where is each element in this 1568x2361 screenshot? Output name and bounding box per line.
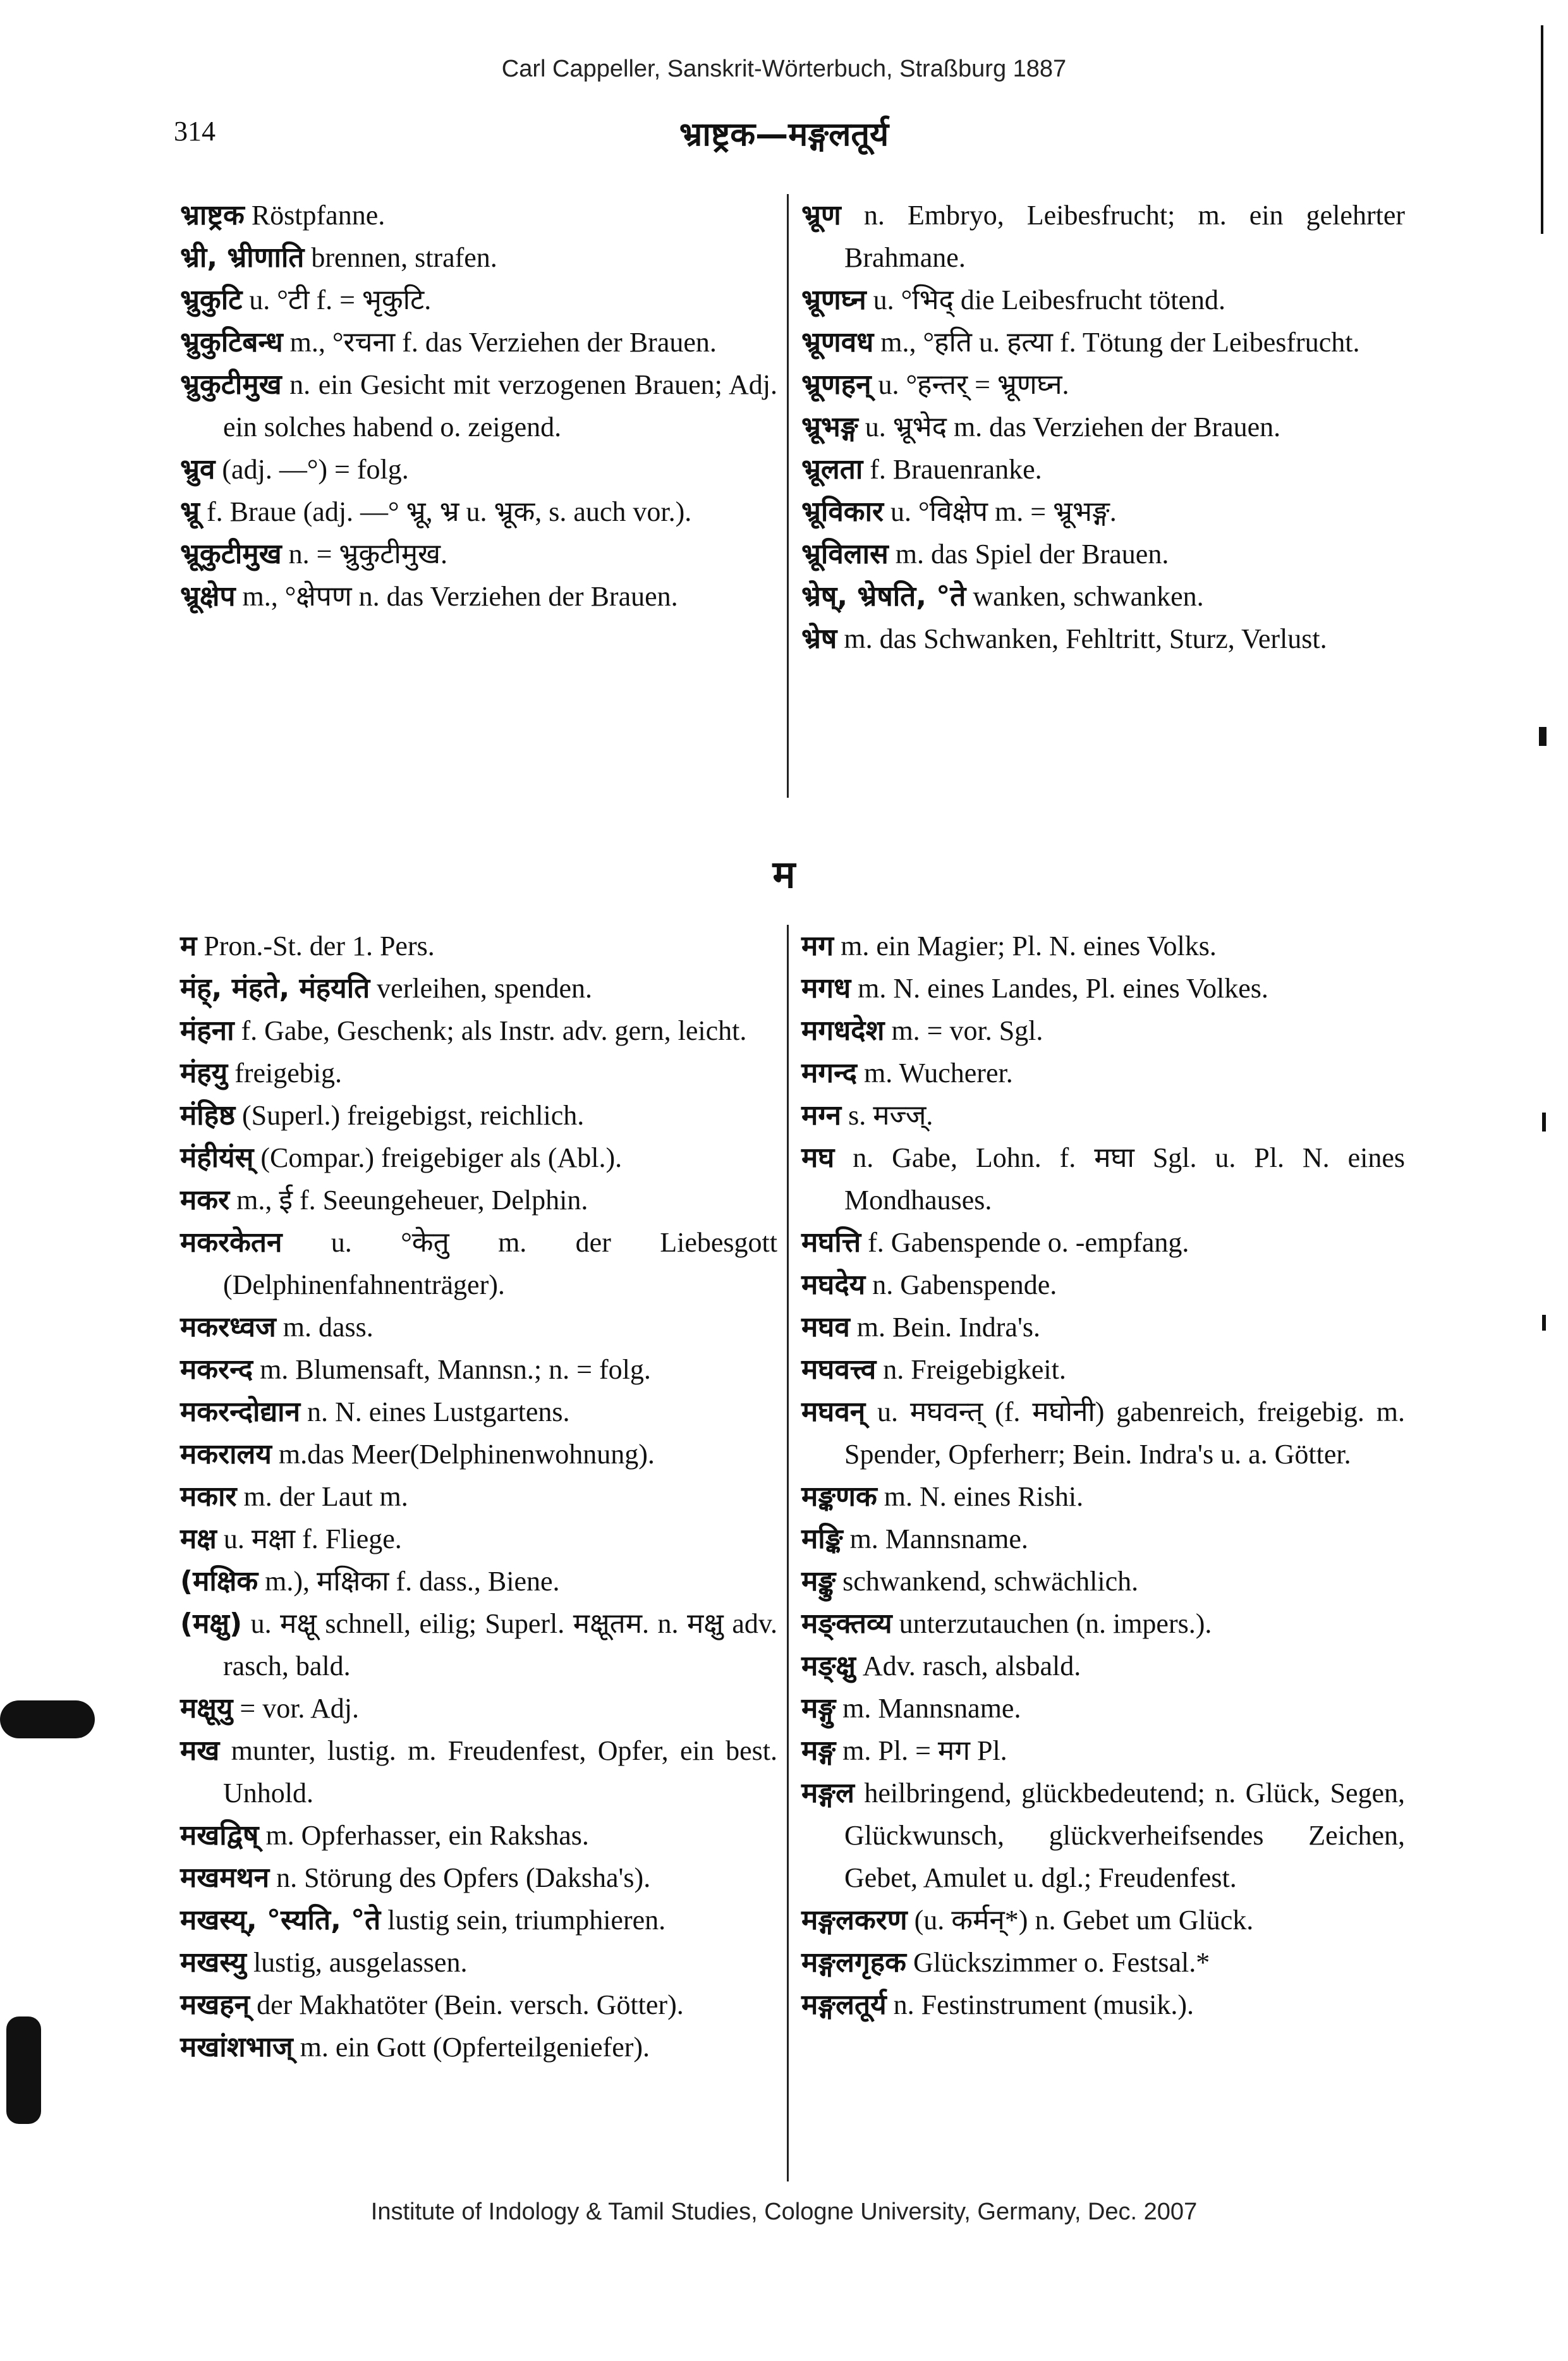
- entry-definition: m. Blumensaft, Mannsn.; n. = folg.: [253, 1354, 651, 1385]
- entry-definition: n. Freigebigkeit.: [876, 1354, 1066, 1385]
- entry-definition: m. Opferhasser, ein Rakshas.: [258, 1820, 589, 1851]
- dictionary-entry: [180, 1348, 777, 1391]
- dictionary-entry: [801, 1306, 1405, 1348]
- dictionary-entry: [801, 1391, 1405, 1475]
- entry-headword: मङ्गलकरण: [801, 1904, 908, 1936]
- column-divider-top: [787, 194, 789, 798]
- entry-headword: मकार: [180, 1480, 237, 1513]
- entry-definition: m. dass.: [276, 1312, 374, 1343]
- dictionary-entry: [180, 491, 777, 533]
- entry-headword: मकरध्वज: [180, 1311, 276, 1343]
- entry-definition: m., ई f. Seeungeheuer, Delphin.: [229, 1185, 588, 1216]
- entry-definition: n. ein Gesicht mit verzogenen Brauen; Adj. ein solches habend o. zeigend.: [223, 369, 777, 442]
- entry-definition: der Makhatöter (Bein. versch. Götter).: [250, 1989, 684, 2020]
- dictionary-entry: [801, 1560, 1405, 1602]
- entry-headword: मकरकेतन: [180, 1226, 283, 1259]
- dictionary-entry: [180, 321, 777, 363]
- entry-headword: (मक्षु): [180, 1608, 243, 1640]
- entry-headword: भ्रुकुटीमुख: [180, 369, 282, 401]
- entry-headword: भ्रूण: [801, 199, 841, 231]
- entry-definition: s. मज्ज्.: [841, 1100, 933, 1131]
- dictionary-entry: [801, 1645, 1405, 1687]
- section-heading-letter: म: [772, 853, 796, 897]
- entry-headword: मघदेय: [801, 1269, 866, 1301]
- entry-definition: u. °भिद् die Leibesfrucht tötend.: [866, 284, 1225, 315]
- entry-headword: मखद्विष्: [180, 1819, 259, 1852]
- entry-definition: n. Festinstrument (musik.).: [886, 1989, 1194, 2020]
- entry-headword: मंहीयंस्: [180, 1142, 254, 1174]
- dictionary-entry: [180, 236, 777, 279]
- entry-definition: verleihen, spenden.: [370, 973, 593, 1004]
- dictionary-entry: [801, 1052, 1405, 1094]
- entry-headword: भ्रूभङ्ग: [801, 411, 858, 443]
- entry-definition: m. Bein. Indra's.: [849, 1312, 1040, 1343]
- dictionary-entry: [801, 1348, 1405, 1391]
- entry-definition: m., °रचना f. das Verziehen der Brauen.: [283, 327, 717, 358]
- entry-headword: भ्रुव: [180, 453, 216, 485]
- entry-definition: u. मक्षू schnell, eilig; Superl. मक्षूतम. n. मक्षु adv. rasch, bald.: [223, 1608, 777, 1681]
- entry-headword: मघव: [801, 1311, 850, 1343]
- dictionary-entry: [801, 1264, 1405, 1306]
- dictionary-entry: [180, 925, 777, 967]
- entry-definition: (adj. —°) = folg.: [215, 454, 409, 485]
- dictionary-entry: [801, 1772, 1405, 1899]
- dictionary-entry: [180, 1984, 777, 2026]
- entry-headword: मखस्य्, °स्यति, °ते: [180, 1904, 381, 1936]
- entry-headword: मक्षूयु: [180, 1692, 233, 1724]
- entry-definition: n. Störung des Opfers (Daksha's).: [269, 1862, 651, 1893]
- dictionary-entry: [801, 279, 1405, 321]
- dictionary-entry: [180, 1687, 777, 1730]
- page-number: 314: [174, 116, 216, 147]
- entry-definition: f. Gabe, Geschenk; als Instr. adv. gern, leicht.: [234, 1015, 747, 1046]
- entry-definition: m. der Laut m.: [236, 1481, 408, 1512]
- digitization-credit-footer: Institute of Indology & Tamil Studies, Cologne University, Germany, Dec. 2007: [370, 2199, 1198, 2225]
- dictionary-entry: [801, 575, 1405, 618]
- entry-headword: मङ्गल: [801, 1777, 854, 1809]
- scan-speck-mark: [1542, 1113, 1546, 1132]
- dictionary-entry: [180, 1179, 777, 1221]
- entry-definition: lustig sein, triumphieren.: [380, 1905, 666, 1936]
- scan-edge-rule: [1541, 25, 1543, 234]
- dictionary-entry: [801, 406, 1405, 448]
- entry-definition: munter, lustig. m. Freudenfest, Opfer, ein best. Unhold.: [219, 1735, 777, 1809]
- entry-headword: मगन्द: [801, 1057, 858, 1089]
- entry-headword: भ्रूणघ्न: [801, 284, 866, 316]
- dictionary-entry: [801, 1687, 1405, 1730]
- entry-definition: m. = vor. Sgl.: [884, 1015, 1043, 1046]
- entry-headword: भ्रू: [180, 496, 200, 528]
- entry-headword: मखांशभाज्: [180, 2031, 293, 2063]
- dictionary-entry: [180, 1518, 777, 1560]
- dictionary-entry: [180, 1602, 777, 1687]
- dictionary-entry: [801, 1221, 1405, 1264]
- entry-headword: मकर: [180, 1184, 230, 1216]
- dictionary-entry: [180, 1391, 777, 1433]
- entry-definition: m. ein Magier; Pl. N. eines Volks.: [834, 930, 1217, 961]
- entry-headword: मकरन्दोद्यान: [180, 1396, 300, 1428]
- entry-definition: m., °हति u. हत्या f. Tötung der Leibesfrucht.: [873, 327, 1360, 358]
- entry-headword: मङ्क्तव्य: [801, 1608, 892, 1640]
- entry-definition: f. Gabenspende o. -empfang.: [861, 1227, 1189, 1258]
- entry-headword: मङ्कु: [801, 1565, 836, 1597]
- entry-definition: Pron.-St. der 1. Pers.: [197, 930, 435, 961]
- entry-headword: मगधदेश: [801, 1015, 885, 1047]
- entry-definition: = vor. Adj.: [233, 1693, 360, 1724]
- dictionary-entry: [180, 1221, 777, 1306]
- entry-headword: मखमथन: [180, 1862, 270, 1894]
- entry-definition: m.das Meer(Delphinenwohnung).: [271, 1439, 655, 1470]
- entry-definition: brennen, strafen.: [304, 242, 497, 273]
- entry-definition: f. Braue (adj. —° भ्रू, भ्र u. भ्रूक, s. auch vor.).: [199, 496, 692, 527]
- digitization-credit-header: Carl Cappeller, Sanskrit-Wörterbuch, Straßburg 1887: [501, 56, 1067, 82]
- entry-headword: भ्री, भ्रीणाति: [180, 241, 305, 274]
- entry-headword: मंहना: [180, 1015, 234, 1047]
- entry-headword: मङ्गलतूर्य: [801, 1989, 887, 2021]
- dictionary-entry: [801, 967, 1405, 1010]
- entry-definition: n. Embryo, Leibesfrucht; m. ein gelehrter Brahmane.: [841, 200, 1405, 273]
- dictionary-entry: [180, 1814, 777, 1857]
- dictionary-entry: [180, 279, 777, 321]
- entry-headword: मख: [180, 1735, 220, 1767]
- dictionary-entry: [180, 2026, 777, 2068]
- dictionary-entry: [180, 363, 777, 448]
- entry-definition: m. das Spiel der Brauen.: [888, 539, 1169, 570]
- entry-headword: मंह्, मंहते, मंहयति: [180, 972, 370, 1004]
- entry-headword: मकरन्द: [180, 1353, 253, 1386]
- entry-definition: lustig, ausgelassen.: [246, 1947, 468, 1978]
- entry-definition: m. N. eines Landes, Pl. eines Volkes.: [851, 973, 1268, 1004]
- dictionary-entry: [180, 1010, 777, 1052]
- dictionary-entry: [801, 491, 1405, 533]
- dictionary-entry: [180, 448, 777, 491]
- entry-definition: (Compar.) freigebiger als (Abl.).: [253, 1142, 623, 1173]
- entry-headword: भ्रूविकार: [801, 496, 884, 528]
- entry-headword: मघवत्त्व: [801, 1353, 877, 1386]
- scan-speck-mark: [1539, 727, 1547, 746]
- dictionary-entry: [180, 1306, 777, 1348]
- entry-headword: भ्रूक्षेप: [180, 580, 236, 613]
- entry-definition: unterzutauchen (n. impers.).: [892, 1608, 1212, 1639]
- entry-definition: m. N. eines Rishi.: [877, 1481, 1084, 1512]
- entry-definition: m. ein Gott (Opferteilgeniefer).: [293, 2032, 650, 2063]
- dictionary-entry: [180, 1137, 777, 1179]
- entry-headword: म: [180, 930, 197, 962]
- dictionary-entry: [180, 1857, 777, 1899]
- dictionary-entry: [180, 1560, 777, 1602]
- scan-smudge-mark: [6, 2016, 41, 2124]
- entry-definition: u. °टी f. = भृकुटि.: [242, 284, 432, 315]
- entry-headword: मघत्ति: [801, 1226, 861, 1259]
- entry-definition: m. Pl. = मग Pl.: [836, 1735, 1007, 1766]
- entry-definition: m. Mannsname.: [842, 1523, 1028, 1554]
- dictionary-entry: [801, 1984, 1405, 2026]
- dictionary-entry: [801, 1137, 1405, 1221]
- dictionary-entry: [180, 1475, 777, 1518]
- entry-headword: मङ्कणक: [801, 1480, 877, 1513]
- entry-headword: भ्रुकुटि: [180, 284, 243, 316]
- entry-headword: मघ: [801, 1142, 835, 1174]
- entry-definition: u. मक्षा f. Fliege.: [216, 1523, 402, 1554]
- entry-headword: मङ्कि: [801, 1523, 843, 1555]
- entry-definition: Glückszimmer o. Festsal.*: [906, 1947, 1210, 1978]
- entry-headword: मङ्गु: [801, 1692, 836, 1724]
- dictionary-entry: [801, 321, 1405, 363]
- entry-definition: n. N. eines Lustgartens.: [300, 1396, 570, 1427]
- entry-headword: (मक्षिक: [180, 1565, 258, 1597]
- entry-definition: m. Wucherer.: [857, 1058, 1013, 1089]
- dictionary-entry: [180, 1094, 777, 1137]
- entry-definition: u. भ्रूभेद m. das Verziehen der Brauen.: [858, 412, 1281, 442]
- entry-headword: मंहिष्ठ: [180, 1099, 235, 1132]
- entry-headword: भ्राष्ट्रक: [180, 199, 245, 231]
- entry-definition: m. das Schwanken, Fehltritt, Sturz, Verlust.: [837, 623, 1327, 654]
- entry-headword: भ्रूविलास: [801, 538, 889, 570]
- entry-definition: n. Gabe, Lohn. f. मघा Sgl. u. Pl. N. eines Mondhauses.: [834, 1142, 1405, 1216]
- column-right-bottom: [801, 925, 1405, 2026]
- column-left-top: [180, 194, 777, 618]
- dictionary-entry: [801, 1602, 1405, 1645]
- entry-definition: m.), मक्षिका f. dass., Biene.: [258, 1566, 560, 1597]
- entry-definition: f. Brauenranke.: [863, 454, 1042, 485]
- dictionary-entry: [801, 1730, 1405, 1772]
- entry-headword: मघवन्: [801, 1396, 866, 1428]
- entry-definition: u. °केतु m. der Liebesgott (Delphinenfahnenträger).: [223, 1227, 777, 1300]
- entry-headword: मग: [801, 930, 834, 962]
- entry-definition: freigebig.: [228, 1058, 343, 1089]
- entry-headword: भ्रेष्, भ्रेषति, °ते: [801, 580, 966, 613]
- entry-headword: मङ्क्षु: [801, 1650, 856, 1682]
- entry-headword: भ्रूकुटीमुख: [180, 538, 282, 570]
- dictionary-entry: [180, 967, 777, 1010]
- entry-definition: u. °हन्तर् = भ्रूणघ्न.: [871, 369, 1069, 400]
- entry-definition: (Superl.) freigebigst, reichlich.: [235, 1100, 585, 1131]
- column-left-bottom: [180, 925, 777, 2068]
- entry-definition: Adv. rasch, alsbald.: [855, 1650, 1081, 1681]
- column-divider-bottom: [787, 925, 789, 2181]
- entry-headword: मङ्ग: [801, 1735, 836, 1767]
- running-head: भ्राष्ट्रक—मङ्गलतूर्य: [679, 116, 889, 154]
- dictionary-entry: [801, 1475, 1405, 1518]
- dictionary-entry: [180, 1941, 777, 1984]
- dictionary-entry: [801, 533, 1405, 575]
- entry-definition: (u. कर्मन्*) n. Gebet um Glück.: [907, 1905, 1254, 1936]
- entry-headword: मखहन्: [180, 1989, 250, 2021]
- dictionary-entry: [180, 1899, 777, 1941]
- dictionary-entry: [801, 448, 1405, 491]
- dictionary-entry: [180, 1052, 777, 1094]
- entry-definition: n. Gabenspende.: [865, 1269, 1057, 1300]
- entry-definition: m., °क्षेपण n. das Verziehen der Brauen.: [235, 581, 678, 612]
- entry-headword: भ्रूलता: [801, 453, 863, 485]
- entry-headword: भ्रुकुटिबन्ध: [180, 326, 283, 358]
- dictionary-entry: [801, 1010, 1405, 1052]
- scan-speck-mark: [1542, 1315, 1546, 1331]
- entry-definition: wanken, schwanken.: [966, 581, 1204, 612]
- entry-definition: heilbringend, glückbedeutend; n. Glück, Segen, Glückwunsch, glückverheifsendes Zeichen, Gebet, Amulet u. dgl.; Freudenfest.: [844, 1778, 1405, 1893]
- entry-headword: मकरालय: [180, 1438, 272, 1470]
- entry-headword: मखस्यु: [180, 1946, 246, 1979]
- entry-headword: मगध: [801, 972, 851, 1004]
- dictionary-entry: [180, 533, 777, 575]
- dictionary-entry: [801, 1899, 1405, 1941]
- dictionary-entry: [801, 618, 1405, 660]
- dictionary-entry: [801, 194, 1405, 279]
- dictionary-entry: [180, 1730, 777, 1814]
- entry-headword: भ्रेष: [801, 623, 837, 655]
- entry-headword: भ्रूणवध: [801, 326, 874, 358]
- entry-definition: u. °विक्षेप m. = भ्रूभङ्ग.: [883, 496, 1117, 527]
- dictionary-entry: [801, 1094, 1405, 1137]
- entry-definition: schwankend, schwächlich.: [836, 1566, 1139, 1597]
- dictionary-entry: [801, 925, 1405, 967]
- entry-definition: Röstpfanne.: [244, 200, 386, 231]
- entry-definition: n. = भ्रुकुटीमुख.: [281, 539, 448, 570]
- dictionary-entry: [801, 1941, 1405, 1984]
- dictionary-entry: [180, 575, 777, 618]
- entry-headword: मग्न: [801, 1099, 842, 1132]
- entry-headword: मङ्गलगृहक: [801, 1946, 906, 1979]
- entry-definition: m. Mannsname.: [836, 1693, 1021, 1724]
- dictionary-entry: [180, 194, 777, 236]
- entry-headword: मक्ष: [180, 1523, 217, 1555]
- entry-headword: मंहयु: [180, 1057, 228, 1089]
- dictionary-entry: [180, 1433, 777, 1475]
- dictionary-entry: [801, 363, 1405, 406]
- scan-smudge-mark: [0, 1700, 95, 1738]
- column-right-top: [801, 194, 1405, 660]
- entry-definition: u. मघवन्त् (f. मघोनी) gabenreich, freigebig. m. Spender, Opferherr; Bein. Indra's u. a. Götter.: [844, 1396, 1405, 1470]
- dictionary-entry: [801, 1518, 1405, 1560]
- entry-headword: भ्रूणहन्: [801, 369, 872, 401]
